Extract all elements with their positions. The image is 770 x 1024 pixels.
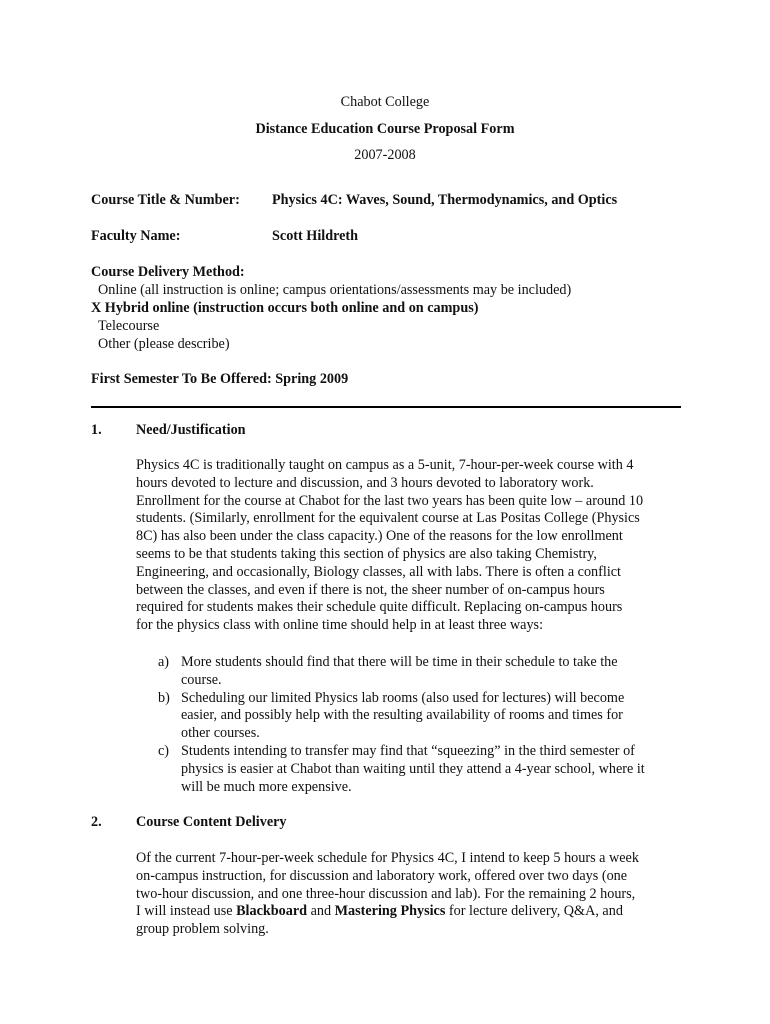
section-heading: Course Content Delivery: [136, 814, 287, 830]
paragraph-line: required for students makes their schedule quite difficult. Replacing on-campus hours: [136, 599, 623, 616]
faculty-name-label: Faculty Name:: [91, 228, 181, 244]
horizontal-rule: [91, 406, 681, 408]
paragraph-line: hours devoted to lecture and discussion, and 3 hours devoted to laboratory work.: [136, 474, 594, 491]
paragraph-line: for the physics class with online time should help in at least three ways:: [136, 617, 544, 634]
paragraph-line: two-hour discussion, and one three-hour discussion and lab). For the remaining 2 hours,: [136, 885, 636, 902]
list-marker: a): [158, 654, 170, 670]
course-title-label: Course Title & Number:: [91, 192, 240, 208]
list-item-line: Students intending to transfer may find that “squeezing” in the third semester of: [181, 742, 635, 759]
paragraph-line: [136, 903, 684, 921]
mastering-physics-term: Mastering Physics: [334, 903, 446, 920]
college-name: Chabot College: [340, 94, 430, 110]
paragraph-line: Of the current 7-hour-per-week schedule for Physics 4C, I intend to keep 5 hours a week: [136, 850, 639, 866]
list-item-line: other courses.: [181, 725, 260, 742]
delivery-option-online: Online (all instruction is online; campus orientations/assessments may be included): [98, 282, 572, 298]
paragraph-line: group problem solving.: [136, 921, 269, 938]
paragraph-line: Enrollment for the course at Chabot for the last two years has been quite low – around 10: [136, 492, 644, 509]
delivery-option-other: Other (please describe): [98, 336, 230, 352]
paragraph-line: seems to be that students taking this section of physics are also taking Chemistry,: [136, 545, 597, 562]
delivery-option-telecourse: Telecourse: [98, 318, 160, 334]
list-item-line: will be much more expensive.: [181, 778, 352, 795]
need-justification-paragraph: [136, 457, 684, 635]
benefits-list: [136, 654, 681, 796]
list-item-line: Scheduling our limited Physics lab rooms (also used for lectures) will become: [181, 689, 625, 706]
list-item-line: course.: [181, 671, 222, 688]
paragraph-line: Physics 4C is traditionally taught on campus as a 5-unit, 7-hour-per-week course with 4: [136, 457, 634, 473]
paragraph-line: Engineering, and occasionally, Biology classes, all with labs. There is often a conflict: [136, 563, 621, 580]
faculty-name-value: Scott Hildreth: [272, 228, 359, 244]
section-number: 2.: [91, 814, 102, 830]
list-marker: b): [158, 689, 170, 706]
paragraph-line: 8C) has also been under the class capacity.) One of the reasons for the low enrollment: [136, 528, 623, 545]
form-title: Distance Education Course Proposal Form: [255, 121, 515, 137]
section-heading: Need/Justification: [136, 422, 246, 438]
list-item: [136, 743, 681, 796]
content-delivery-paragraph: [136, 850, 684, 939]
list-item-line: More students should find that there will be time in their schedule to take the: [181, 654, 618, 670]
paragraph-line: students. (Similarly, enrollment for the equivalent course at Las Positas College (Physics: [136, 510, 640, 527]
paragraph-line: on-campus instruction, for discussion and laboratory work, offered over two days (one: [136, 867, 628, 884]
delivery-option-hybrid: X Hybrid online (instruction occurs both online and on campus): [91, 300, 479, 316]
text-run: I will instead use: [136, 903, 237, 920]
list-item-line: easier, and possibly help with the resulting availability of rooms and times for: [181, 707, 623, 724]
list-marker: c): [158, 742, 170, 759]
paragraph-line: between the classes, and even if there is not, the sheer number of on-campus hours: [136, 581, 605, 598]
text-run: and: [307, 903, 335, 920]
text-run: for lecture delivery, Q&A, and: [445, 903, 623, 920]
delivery-method-label: Course Delivery Method:: [91, 264, 245, 280]
section-number: 1.: [91, 422, 102, 438]
blackboard-term: Blackboard: [236, 903, 308, 920]
list-item: [136, 654, 681, 690]
first-semester: First Semester To Be Offered: Spring 2009: [91, 371, 349, 387]
list-item-line: physics is easier at Chabot than waiting until they attend a 4-year school, where it: [181, 760, 645, 777]
academic-year: 2007-2008: [354, 147, 416, 163]
list-item: [136, 690, 681, 743]
course-title-value: Physics 4C: Waves, Sound, Thermodynamics, and Optics: [272, 192, 618, 208]
